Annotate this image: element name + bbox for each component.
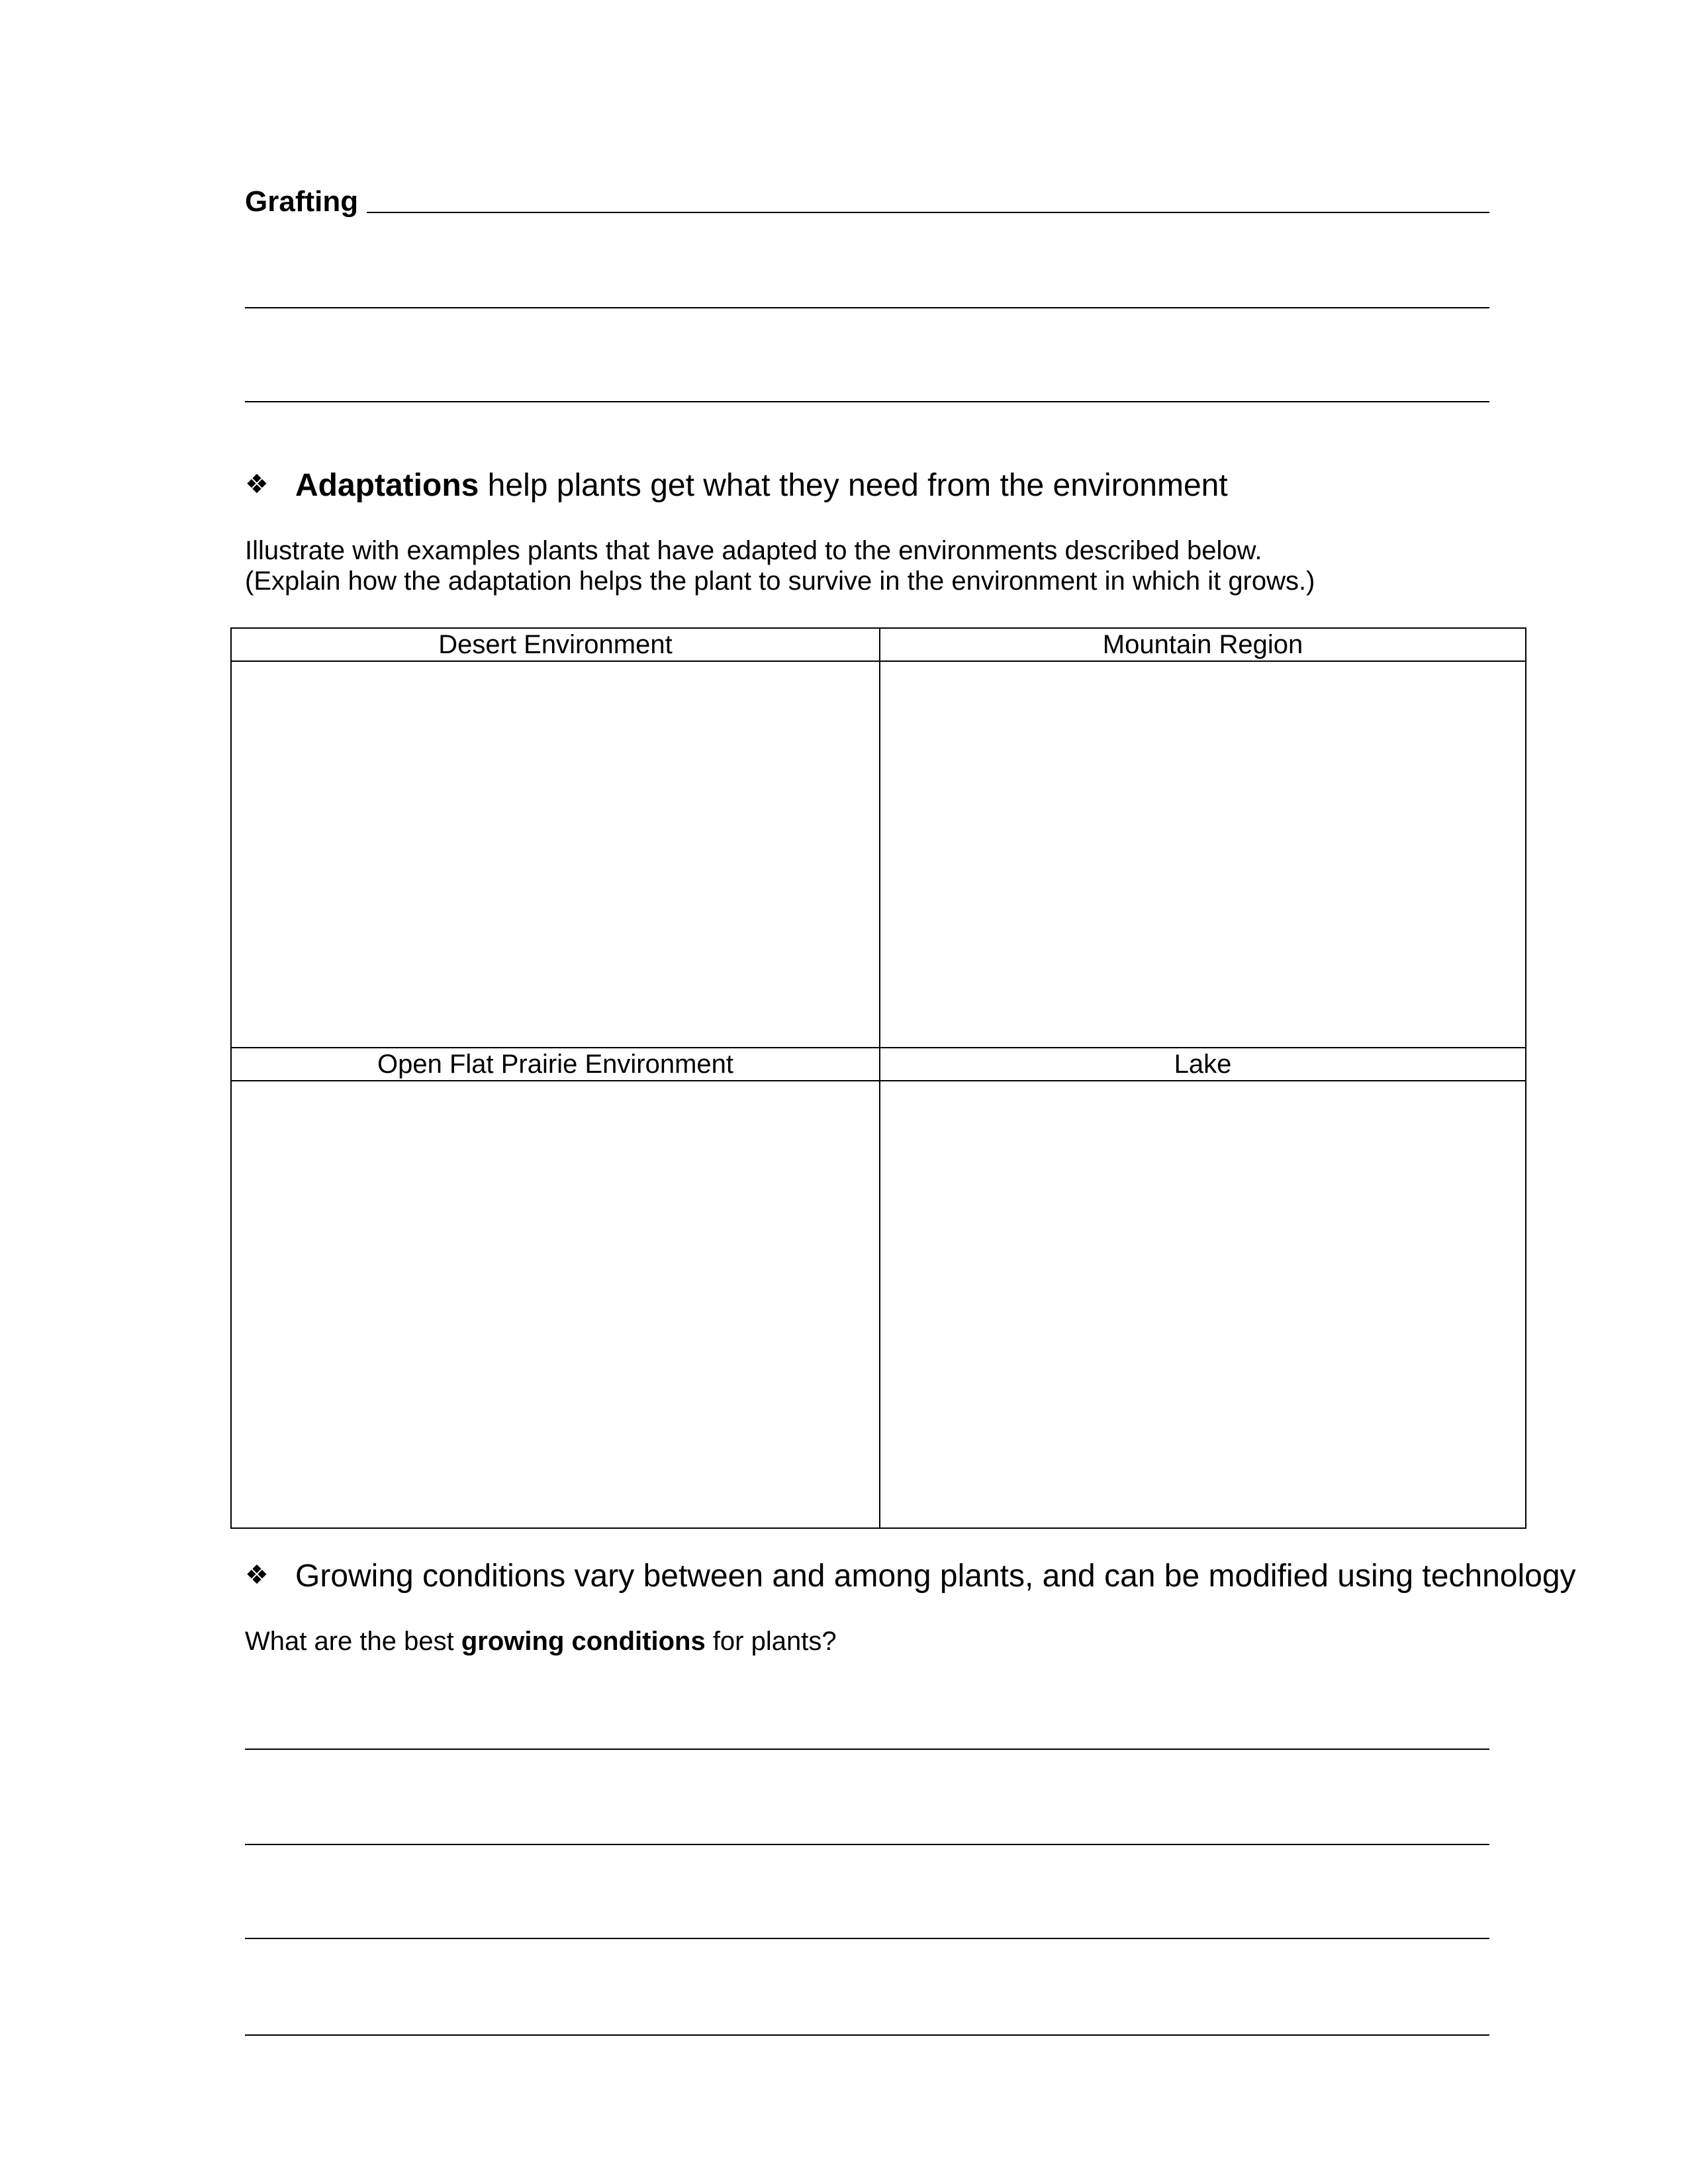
growing-answer-line-4[interactable] <box>245 2034 1489 2036</box>
growing-answer-line-2[interactable] <box>245 1844 1489 1845</box>
grafting-label: Grafting <box>245 185 359 218</box>
adaptations-heading-bold: Adaptations <box>295 468 479 503</box>
cell-header-prairie: Open Flat Prairie Environment <box>377 1050 733 1079</box>
adaptations-heading-rest: help plants get what they need from the environment <box>479 468 1228 503</box>
adaptations-instruction-line-1: Illustrate with examples plants that have adapted to the environments described below. <box>245 536 1262 565</box>
adaptations-instruction-line-2: (Explain how the adaptation helps the plant to survive in the environment in which it grows.) <box>245 567 1315 596</box>
cell-answer-desert[interactable] <box>232 662 879 1047</box>
growing-answer-line-1[interactable] <box>245 1749 1489 1750</box>
bullet-diamond-icon: ❖ <box>245 1560 269 1590</box>
growing-heading: Growing conditions vary between and among plants, and can be modified using technology <box>295 1559 1576 1594</box>
growing-question <box>245 1628 837 1655</box>
grafting-answer-line-3[interactable] <box>245 401 1489 402</box>
cell-answer-prairie[interactable] <box>232 1081 879 1527</box>
grafting-answer-line-1[interactable] <box>367 212 1489 213</box>
cell-answer-mountain[interactable] <box>880 662 1525 1047</box>
growing-answer-line-3[interactable] <box>245 1938 1489 1939</box>
cell-header-mountain: Mountain Region <box>1102 630 1303 659</box>
cell-header-desert: Desert Environment <box>438 630 673 659</box>
adaptations-table <box>230 627 1526 1529</box>
growing-question-bold: growing conditions <box>461 1627 706 1656</box>
cell-answer-lake[interactable] <box>880 1081 1525 1527</box>
bullet-diamond-icon: ❖ <box>245 469 269 500</box>
cell-header-lake: Lake <box>1174 1050 1232 1079</box>
growing-question-prefix: What are the best <box>245 1627 461 1656</box>
growing-question-suffix: for plants? <box>705 1627 837 1656</box>
grafting-answer-line-2[interactable] <box>245 307 1489 308</box>
adaptations-heading <box>295 470 1228 502</box>
